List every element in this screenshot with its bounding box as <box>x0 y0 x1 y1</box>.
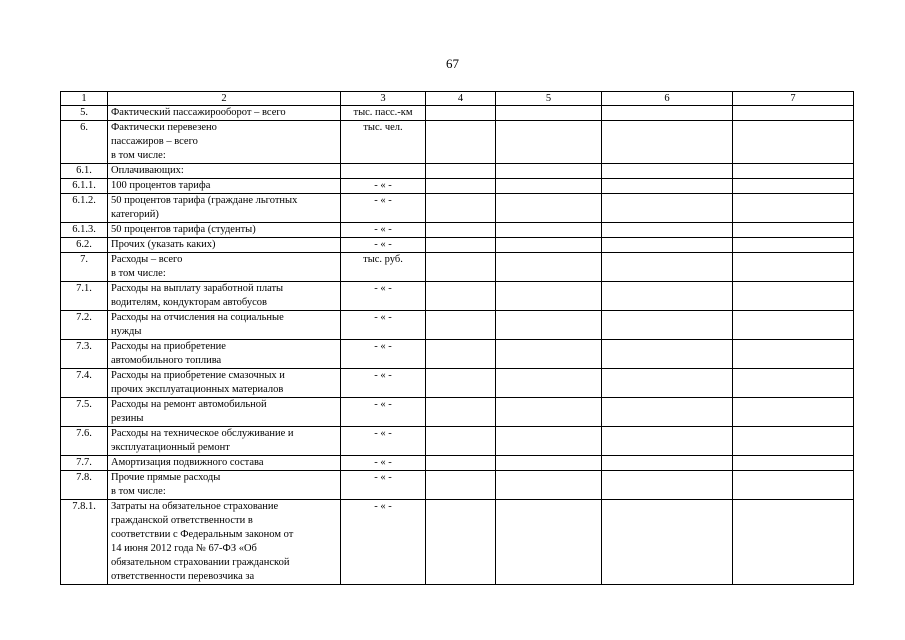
value-cell-col-7 <box>733 194 854 223</box>
row-number: 6.1.3. <box>61 223 108 238</box>
row-number: 6.2. <box>61 238 108 253</box>
row-indicator-name <box>108 456 341 471</box>
row-unit: - « - <box>341 311 426 340</box>
row-indicator-name <box>108 223 341 238</box>
indicator-name-line: Фактический пассажирооборот – всего <box>111 107 286 118</box>
value-cell-col-6 <box>602 223 733 238</box>
value-cell-col-5 <box>496 500 602 585</box>
row-unit: - « - <box>341 194 426 223</box>
indicator-name-line: нужды <box>111 326 142 337</box>
value-cell-col-7 <box>733 223 854 238</box>
value-cell-col-7 <box>733 340 854 369</box>
row-unit: тыс. чел. <box>341 121 426 164</box>
value-cell-col-6 <box>602 471 733 500</box>
value-cell-col-7 <box>733 282 854 311</box>
column-header-4: 4 <box>426 92 496 106</box>
row-number: 6.1. <box>61 164 108 179</box>
column-header-2: 2 <box>108 92 341 106</box>
row-unit <box>341 164 426 179</box>
value-cell-col-5 <box>496 369 602 398</box>
row-number: 5. <box>61 106 108 121</box>
value-cell-col-4 <box>426 253 496 282</box>
row-unit: - « - <box>341 398 426 427</box>
table-row <box>61 398 854 427</box>
value-cell-col-5 <box>496 238 602 253</box>
value-cell-col-4 <box>426 471 496 500</box>
value-cell-col-6 <box>602 369 733 398</box>
row-unit: - « - <box>341 179 426 194</box>
table-row <box>61 223 854 238</box>
value-cell-col-7 <box>733 238 854 253</box>
row-indicator-name <box>108 500 341 585</box>
table-row <box>61 369 854 398</box>
value-cell-col-4 <box>426 340 496 369</box>
row-unit: - « - <box>341 471 426 500</box>
value-cell-col-5 <box>496 106 602 121</box>
indicator-name-line: прочих эксплуатационных материалов <box>111 384 284 395</box>
indicator-name-line: автомобильного топлива <box>111 355 222 366</box>
row-number: 6. <box>61 121 108 164</box>
indicator-name-line: в том числе: <box>111 486 166 497</box>
row-number: 7.2. <box>61 311 108 340</box>
value-cell-col-6 <box>602 398 733 427</box>
indicator-name-line: ответственности перевозчика за <box>111 571 255 582</box>
value-cell-col-6 <box>602 456 733 471</box>
value-cell-col-7 <box>733 369 854 398</box>
row-unit: - « - <box>341 238 426 253</box>
indicator-name-line: в том числе: <box>111 268 166 279</box>
table-row <box>61 471 854 500</box>
table-row <box>61 164 854 179</box>
value-cell-col-4 <box>426 238 496 253</box>
value-cell-col-4 <box>426 500 496 585</box>
value-cell-col-4 <box>426 106 496 121</box>
value-cell-col-5 <box>496 253 602 282</box>
value-cell-col-5 <box>496 179 602 194</box>
row-number: 7. <box>61 253 108 282</box>
indicator-name-line: пассажиров – всего <box>111 136 198 147</box>
row-indicator-name <box>108 471 341 500</box>
column-header-6: 6 <box>602 92 733 106</box>
row-indicator-name <box>108 369 341 398</box>
row-number: 7.7. <box>61 456 108 471</box>
value-cell-col-7 <box>733 253 854 282</box>
table-row <box>61 427 854 456</box>
indicator-name-line: обязательном страховании гражданской <box>111 557 290 568</box>
row-number: 7.6. <box>61 427 108 456</box>
value-cell-col-6 <box>602 311 733 340</box>
indicator-name-line: Расходы – всего <box>111 254 183 265</box>
value-cell-col-6 <box>602 253 733 282</box>
table-row <box>61 282 854 311</box>
row-indicator-name <box>108 179 341 194</box>
indicator-name-line: Прочих (указать каких) <box>111 239 216 250</box>
value-cell-col-5 <box>496 194 602 223</box>
value-cell-col-6 <box>602 121 733 164</box>
indicator-name-line: Расходы на приобретение <box>111 341 226 352</box>
value-cell-col-5 <box>496 311 602 340</box>
row-unit: - « - <box>341 369 426 398</box>
value-cell-col-7 <box>733 471 854 500</box>
row-unit: - « - <box>341 282 426 311</box>
row-indicator-name <box>108 238 341 253</box>
value-cell-col-7 <box>733 121 854 164</box>
indicator-name-line: Расходы на выплату заработной платы <box>111 283 284 294</box>
table-row <box>61 340 854 369</box>
value-cell-col-7 <box>733 500 854 585</box>
header-row <box>61 92 854 106</box>
value-cell-col-7 <box>733 106 854 121</box>
value-cell-col-6 <box>602 194 733 223</box>
row-number: 7.3. <box>61 340 108 369</box>
row-indicator-name <box>108 253 341 282</box>
indicator-name-line: Прочие прямые расходы <box>111 472 221 483</box>
row-indicator-name <box>108 121 341 164</box>
value-cell-col-4 <box>426 369 496 398</box>
row-unit: - « - <box>341 223 426 238</box>
table-row <box>61 121 854 164</box>
row-indicator-name <box>108 106 341 121</box>
value-cell-col-4 <box>426 194 496 223</box>
value-cell-col-5 <box>496 282 602 311</box>
indicator-name-line: 50 процентов тарифа (граждане льготных <box>111 195 298 206</box>
row-indicator-name <box>108 340 341 369</box>
value-cell-col-4 <box>426 121 496 164</box>
table-row <box>61 456 854 471</box>
indicator-name-line: Расходы на ремонт автомобильной <box>111 399 267 410</box>
indicator-name-line: 14 июня 2012 года № 67-ФЗ «Об <box>111 543 257 554</box>
indicator-name-line: Фактически перевезено <box>111 122 217 133</box>
table-row <box>61 179 854 194</box>
row-indicator-name <box>108 427 341 456</box>
value-cell-col-6 <box>602 106 733 121</box>
indicator-name-line: водителям, кондукторам автобусов <box>111 297 267 308</box>
value-cell-col-4 <box>426 427 496 456</box>
table-row <box>61 253 854 282</box>
table-row <box>61 238 854 253</box>
value-cell-col-7 <box>733 427 854 456</box>
value-cell-col-5 <box>496 427 602 456</box>
row-indicator-name <box>108 398 341 427</box>
value-cell-col-6 <box>602 179 733 194</box>
column-header-3: 3 <box>341 92 426 106</box>
value-cell-col-4 <box>426 311 496 340</box>
row-unit: - « - <box>341 456 426 471</box>
table-row <box>61 311 854 340</box>
value-cell-col-6 <box>602 340 733 369</box>
indicator-name-line: категорий) <box>111 209 159 220</box>
row-unit: - « - <box>341 500 426 585</box>
value-cell-col-6 <box>602 164 733 179</box>
row-indicator-name <box>108 164 341 179</box>
table-row <box>61 500 854 585</box>
value-cell-col-6 <box>602 282 733 311</box>
row-unit: - « - <box>341 427 426 456</box>
row-indicator-name <box>108 311 341 340</box>
row-indicator-name <box>108 282 341 311</box>
row-unit: тыс. пасс.-км <box>341 106 426 121</box>
table-row <box>61 106 854 121</box>
value-cell-col-7 <box>733 311 854 340</box>
value-cell-col-6 <box>602 238 733 253</box>
indicator-name-line: Расходы на техническое обслуживание и <box>111 428 294 439</box>
value-cell-col-7 <box>733 398 854 427</box>
indicator-name-line: 100 процентов тарифа <box>111 180 211 191</box>
row-number: 6.1.1. <box>61 179 108 194</box>
indicator-name-line: эксплуатационный ремонт <box>111 442 230 453</box>
report-table <box>60 91 854 585</box>
indicator-name-line: Оплачивающих: <box>111 165 184 176</box>
indicator-name-line: в том числе: <box>111 150 166 161</box>
indicator-name-line: Амортизация подвижного состава <box>111 457 264 468</box>
row-number: 7.5. <box>61 398 108 427</box>
indicator-name-line: 50 процентов тарифа (студенты) <box>111 224 256 235</box>
value-cell-col-5 <box>496 471 602 500</box>
value-cell-col-6 <box>602 427 733 456</box>
row-number: 6.1.2. <box>61 194 108 223</box>
indicator-name-line: Расходы на отчисления на социальные <box>111 312 284 323</box>
value-cell-col-5 <box>496 398 602 427</box>
page-number: 67 <box>446 56 459 71</box>
value-cell-col-5 <box>496 456 602 471</box>
value-cell-col-5 <box>496 340 602 369</box>
value-cell-col-7 <box>733 164 854 179</box>
row-number: 7.8.1. <box>61 500 108 585</box>
row-unit: тыс. руб. <box>341 253 426 282</box>
value-cell-col-4 <box>426 179 496 194</box>
table-body <box>61 106 854 585</box>
row-indicator-name <box>108 194 341 223</box>
indicator-name-line: Затраты на обязательное страхование <box>111 501 279 512</box>
indicator-name-line: Расходы на приобретение смазочных и <box>111 370 285 381</box>
value-cell-col-5 <box>496 223 602 238</box>
value-cell-col-5 <box>496 121 602 164</box>
row-unit: - « - <box>341 340 426 369</box>
column-header-1: 1 <box>61 92 108 106</box>
row-number: 7.8. <box>61 471 108 500</box>
value-cell-col-4 <box>426 282 496 311</box>
value-cell-col-4 <box>426 456 496 471</box>
indicator-name-line: резины <box>111 413 144 424</box>
row-number: 7.1. <box>61 282 108 311</box>
value-cell-col-7 <box>733 179 854 194</box>
value-cell-col-4 <box>426 164 496 179</box>
row-number: 7.4. <box>61 369 108 398</box>
column-header-7: 7 <box>733 92 854 106</box>
indicator-name-line: гражданской ответственности в <box>111 515 253 526</box>
value-cell-col-4 <box>426 223 496 238</box>
table-row <box>61 194 854 223</box>
indicator-name-line: соответствии с Федеральным законом от <box>111 529 294 540</box>
column-header-5: 5 <box>496 92 602 106</box>
value-cell-col-5 <box>496 164 602 179</box>
value-cell-col-4 <box>426 398 496 427</box>
value-cell-col-6 <box>602 500 733 585</box>
value-cell-col-7 <box>733 456 854 471</box>
